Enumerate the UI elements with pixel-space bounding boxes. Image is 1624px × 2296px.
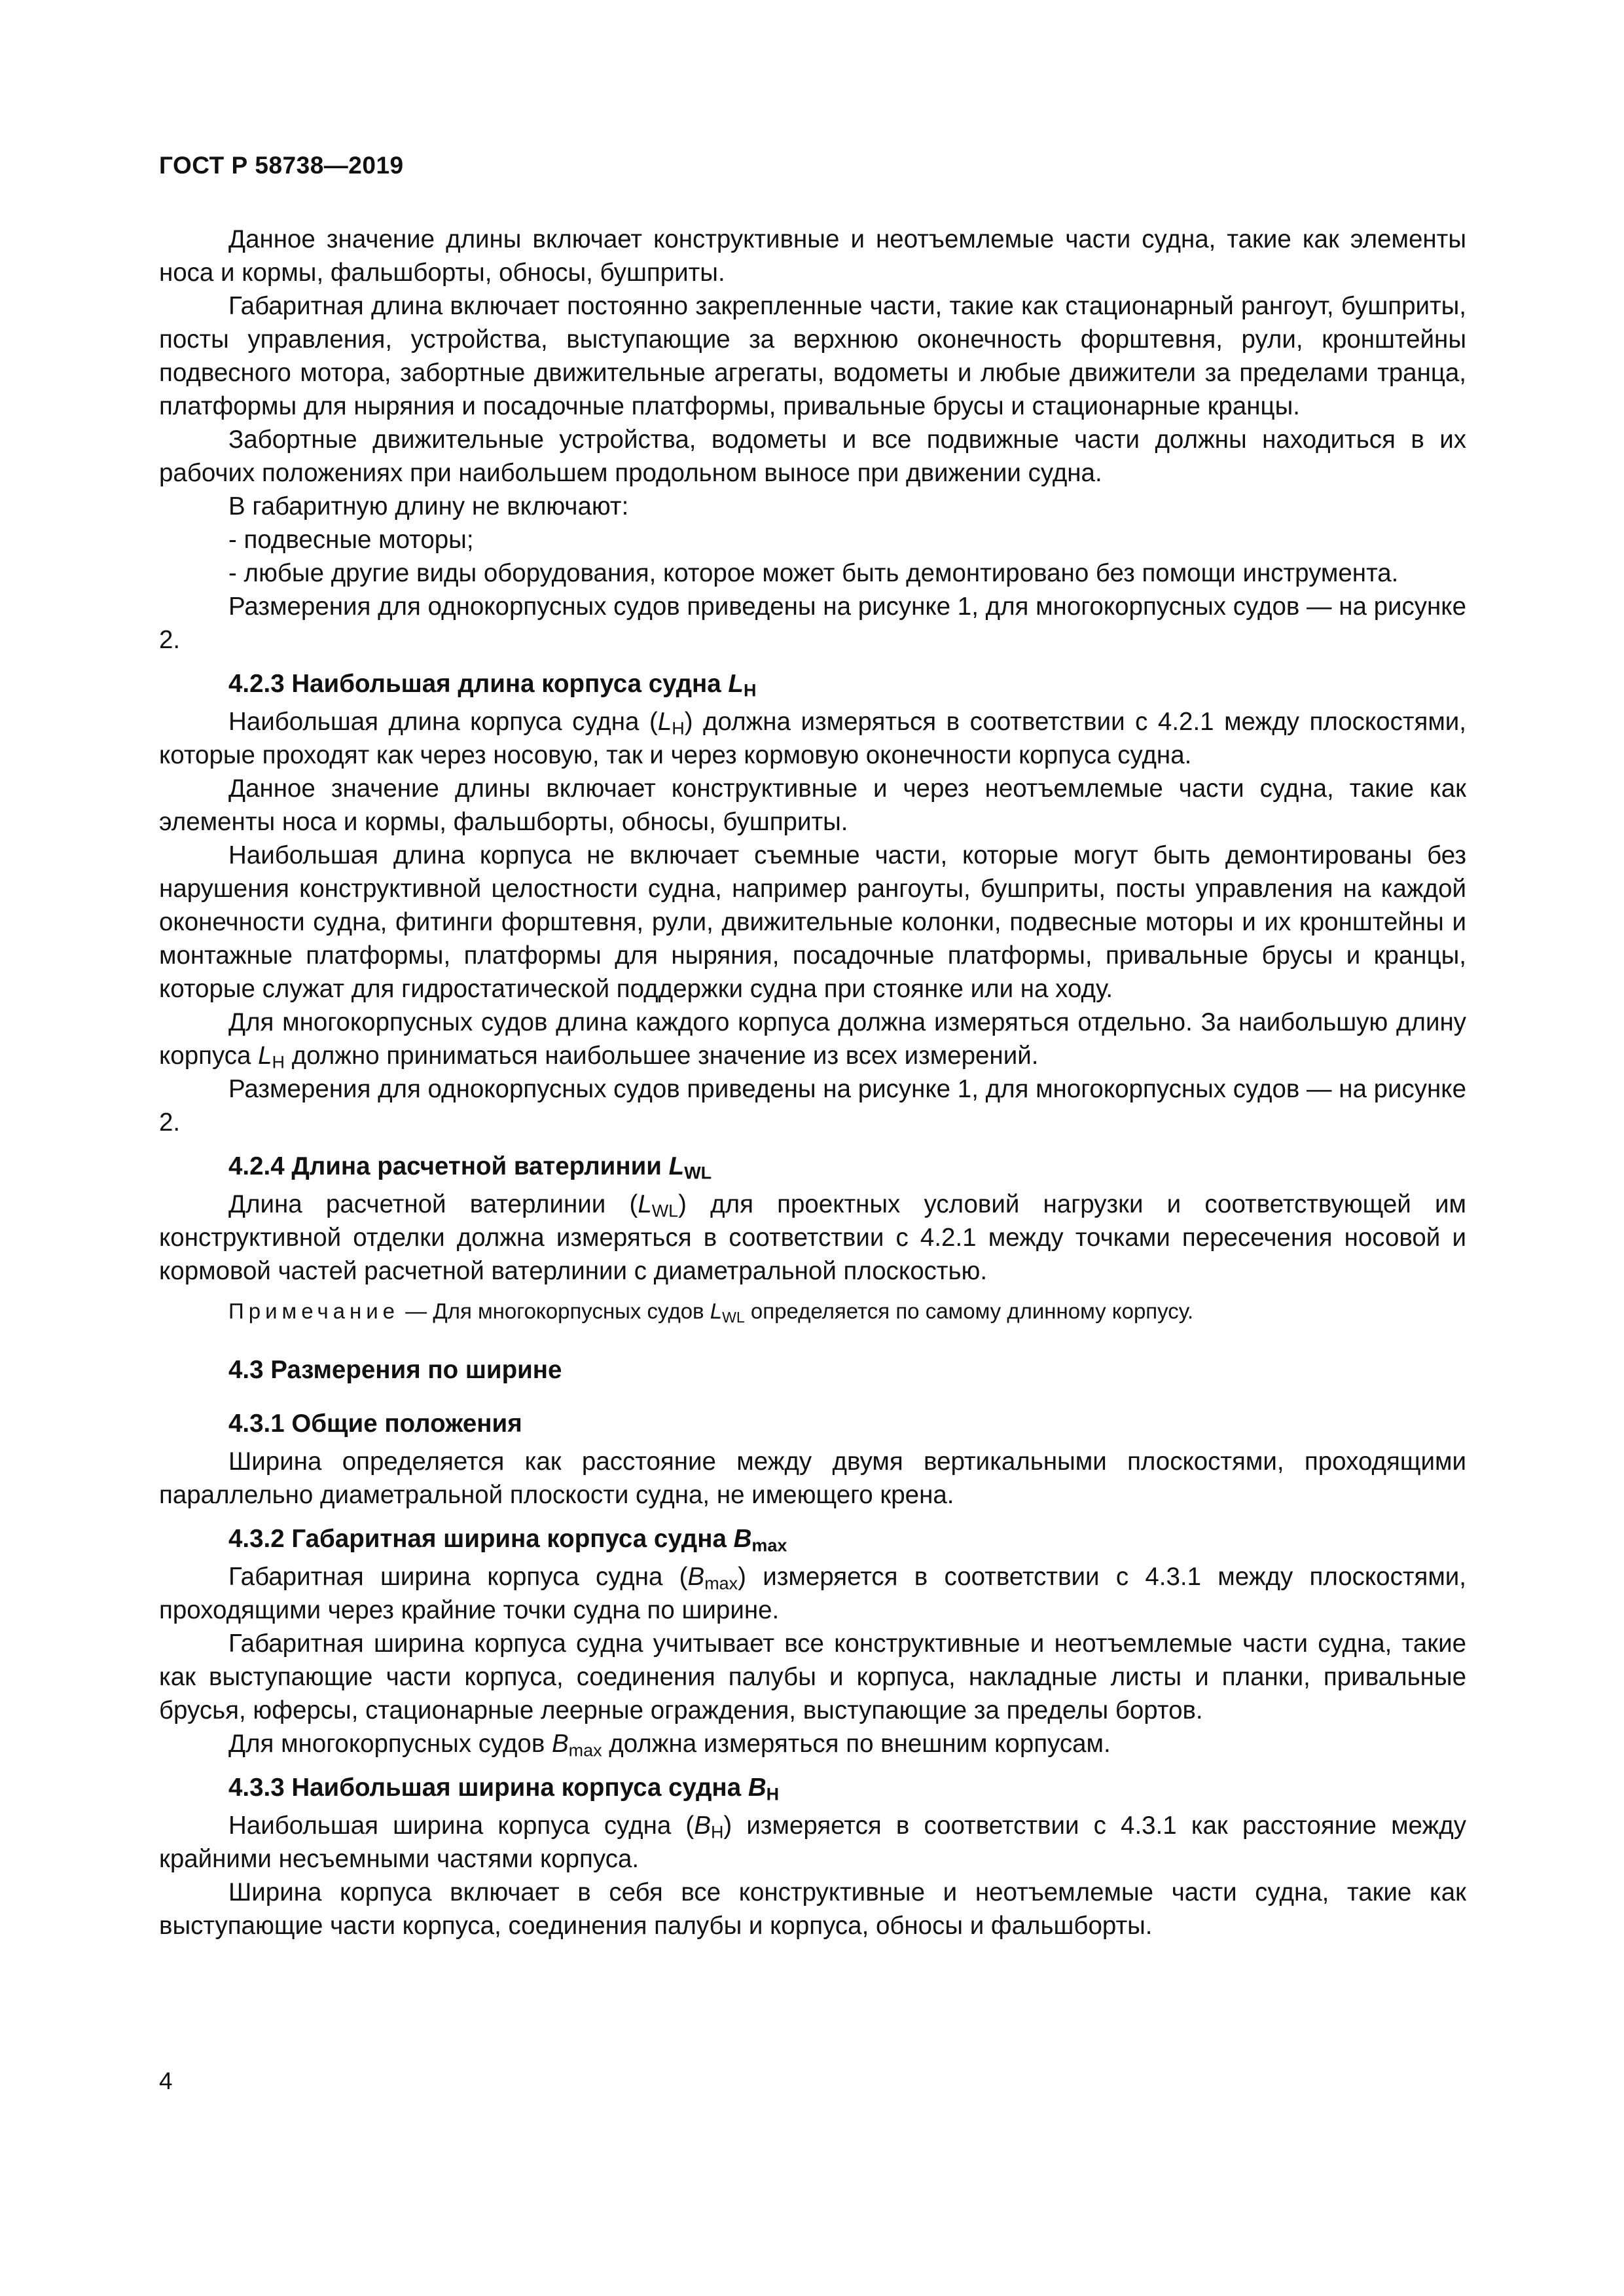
paragraph: Для многокорпусных судов длина каждого корпуса должна измеряться отдельно. За наибольшую длину корпуса $L_H$ должно приниматься наибольшее значение из всех измерений. bbox=[159, 1008, 1466, 1072]
list-item: - любые другие виды оборудования, которое может быть демонтировано без помощи инструмента. bbox=[228, 559, 1399, 587]
section-heading-4-3: 4.3 Размерения по ширине bbox=[228, 1356, 562, 1384]
paragraph: Габаритная длина включает постоянно закрепленные части, такие как стационарный рангоут, бушприты, посты управления, устройства, выступающие за верхнюю оконечность форштевня, рули, кронштейны подвесного мотора, забортные движительные агрегаты, водометы и любые движители за пределами транца, платформы для ныряния и посадочные платформы, привальные брусы и стационарные кранцы. bbox=[159, 292, 1466, 420]
document-header: ГОСТ Р 58738—2019 bbox=[159, 152, 404, 179]
paragraph: Габаритная ширина корпуса судна учитывает все конструктивные и неотъемлемые части судна, такие как выступающие части корпуса, соединения палубы и корпуса, накладные листы и планки, привальные брусья, юферсы, стационарные леерные ограждения, выступающие за пределы бортов. bbox=[159, 1630, 1466, 1724]
list-item: - подвесные моторы; bbox=[228, 526, 474, 554]
paragraph: Забортные движительные устройства, водометы и все подвижные части должны находиться в их рабочих положениях при наибольшем продольном выносе при движении судна. bbox=[159, 426, 1466, 487]
page-number: 4 bbox=[159, 2068, 173, 2094]
paragraph: Длина расчетной ватерлинии $(L_{WL})$ для проектных условий нагрузки и соответствующей им конструктивной отделки должна измеряться в соответствии с 4.2.1 между точками пересечения носовой и кормовой частей расчетной ватерлинии с диаметральной плоскостью. bbox=[159, 1190, 1466, 1285]
paragraph: Габаритная ширина корпуса судна $(B_{max})$ измеряется в соответствии с 4.3.1 между плоскостями, проходящими через крайние точки судна по ширине. bbox=[159, 1563, 1466, 1624]
paragraph: Наибольшая ширина корпуса судна $(B_H)$ измеряется в соответствии с 4.3.1 как расстояние между крайними несъемными частями корпуса. bbox=[159, 1812, 1466, 1873]
section-heading-4-3-2: 4.3.2 Габаритная ширина корпуса судна $B_{max}$ bbox=[228, 1525, 787, 1556]
section-heading-4-3-3: 4.3.3 Наибольшая ширина корпуса судна $B_H$ bbox=[228, 1774, 780, 1804]
paragraph: Ширина корпуса включает в себя все конструктивные и неотъемлемые части судна, такие как выступающие части корпуса, соединения палубы и корпуса, обносы и фальшборты. bbox=[159, 1878, 1466, 1940]
paragraph: Ширина определяется как расстояние между двумя вертикальными плоскостями, проходящими параллельно диаметральной плоскости судна, не имеющего крена. bbox=[159, 1448, 1466, 1509]
paragraph: В габаритную длину не включают: bbox=[228, 492, 629, 520]
paragraph: Наибольшая длина корпуса не включает съемные части, которые могут быть демонтированы без нарушения конструктивной целостности судна, например рангоуты, бушприты, посты управления на каждой оконечности судна, фитинги форштевня, рули, движительные колонки, подвесные моторы и их кронштейны и монтажные платформы, платформы для ныряния, посадочные платформы, привальные брусы и кранцы, которые служат для гидростатической поддержки судна при стоянке или на ходу. bbox=[159, 841, 1466, 1003]
paragraph: Наибольшая длина корпуса судна $(L_H)$ должна измеряться в соответствии с 4.2.1 между плоскостями, которые проходят как через носовую, так и через кормовую оконечности корпуса судна. bbox=[159, 708, 1467, 769]
document-body bbox=[159, 223, 1466, 1942]
paragraph: Для многокорпусных судов $B_{max}$ должна измеряться по внешним корпусам. bbox=[228, 1730, 1111, 1760]
paragraph: Размерения для однокорпусных судов приведены на рисунке 1, для многокорпусных судов — на рисунке 2. bbox=[159, 592, 1466, 654]
note: Примечание — Для многокорпусных судов $L_{WL}$ определяется по самому длинному корпусу. bbox=[228, 1299, 1194, 1326]
note-label: Примечание bbox=[228, 1299, 400, 1323]
section-heading-4-2-3: 4.2.3 Наибольшая длина корпуса судна $L_H$ bbox=[228, 670, 757, 701]
paragraph: Данное значение длины включает конструктивные и через неотъемлемые части судна, такие как элементы носа и кормы, фальшборты, обносы, бушприты. bbox=[159, 774, 1466, 836]
paragraph: Размерения для однокорпусных судов приведены на рисунке 1, для многокорпусных судов — на рисунке 2. bbox=[159, 1075, 1466, 1137]
section-heading-4-3-1: 4.3.1 Общие положения bbox=[228, 1410, 522, 1438]
section-heading-4-2-4: 4.2.4 Длина расчетной ватерлинии $L_{WL}$ bbox=[228, 1152, 712, 1183]
paragraph: Данное значение длины включает конструктивные и неотъемлемые части судна, такие как элементы носа и кормы, фальшборты, обносы, бушприты. bbox=[159, 225, 1466, 287]
